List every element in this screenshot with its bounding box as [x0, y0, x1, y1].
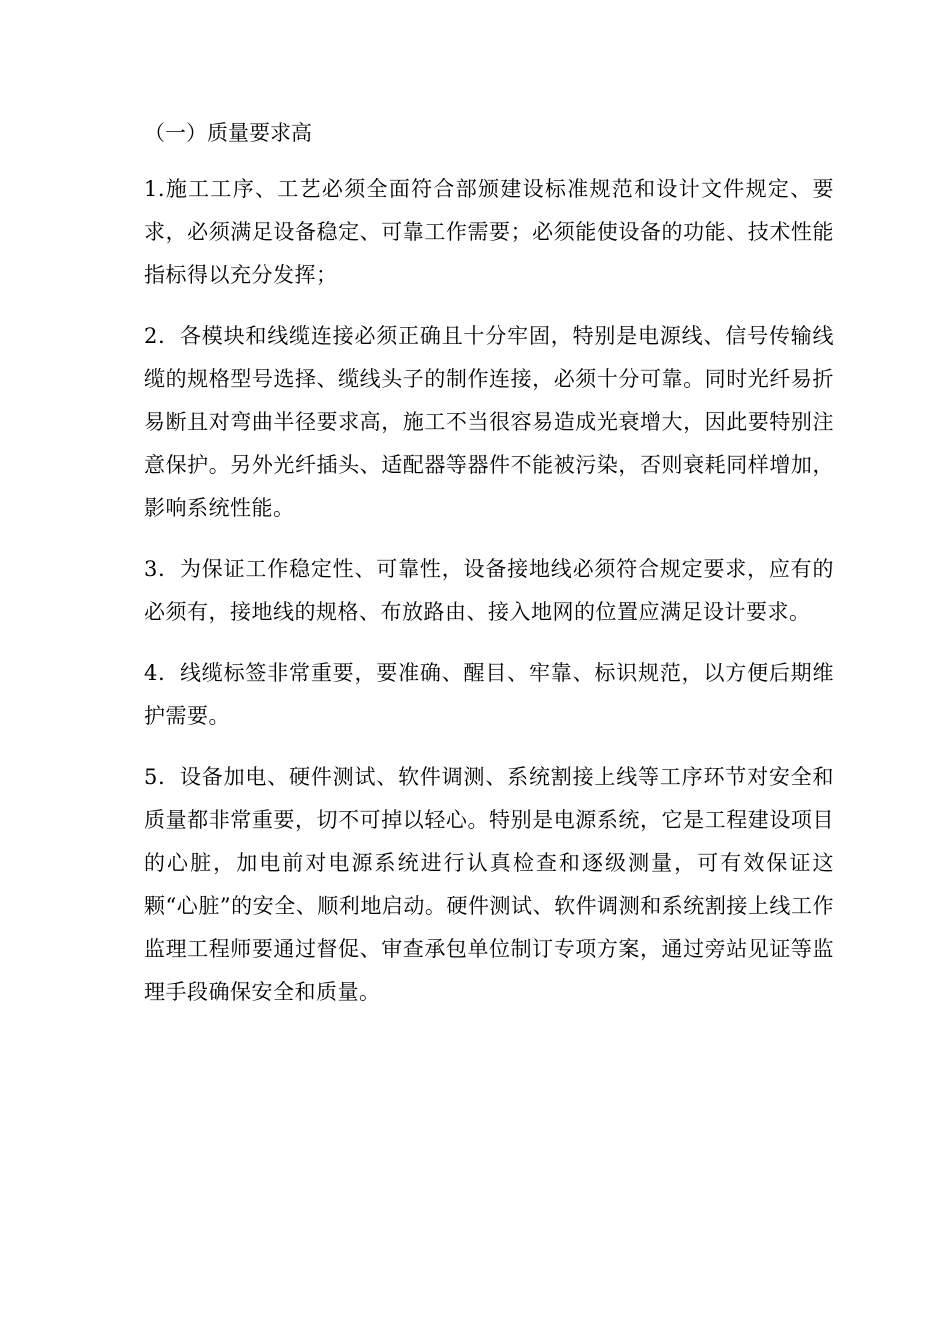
section-heading: （一）质量要求高 [144, 121, 312, 145]
paragraph-1: 1.施工工序、工艺必须全面符合部颁建设标准规范和设计文件规定、要求，必须满足设备稳定、可靠工作需要；必须能使设备的功能、技术性能指标得以充分发挥； [144, 177, 834, 287]
paragraph-5: 5．设备加电、硬件测试、软件调测、系统割接上线等工序环节对安全和质量都非常重要，切不可掉以轻心。特别是电源系统，它是工程建设项目的心脏，加电前对电源系统进行认真检查和逐级测量，可有效保证这颗“心脏”的安全、顺利地启动。硬件测试、软件调测和系统割接上线工作监理工程师要通过督促、审查承包单位制订专项方案，通过旁站见证等监理手段确保安全和质量。 [144, 765, 834, 1004]
paragraph-2: 2．各模块和线缆连接必须正确且十分牢固，特别是电源线、信号传输线缆的规格型号选择、缆线头子的制作连接，必须十分可靠。同时光纤易折易断且对弯曲半径要求高，施工不当很容易造成光衰增大，因此要特别注意保护。另外光纤插头、适配器等器件不能被污染，否则衰耗同样增加，影响系统性能。 [144, 324, 834, 520]
paragraph-3: 3．为保证工作稳定性、可靠性，设备接地线必须符合规定要求，应有的必须有，接地线的规格、布放路由、接入地网的位置应满足设计要求。 [144, 557, 834, 624]
paragraph-4: 4．线缆标签非常重要，要准确、醒目、牢靠、标识规范，以方便后期维护需要。 [144, 661, 834, 728]
document-body [144, 112, 834, 1032]
